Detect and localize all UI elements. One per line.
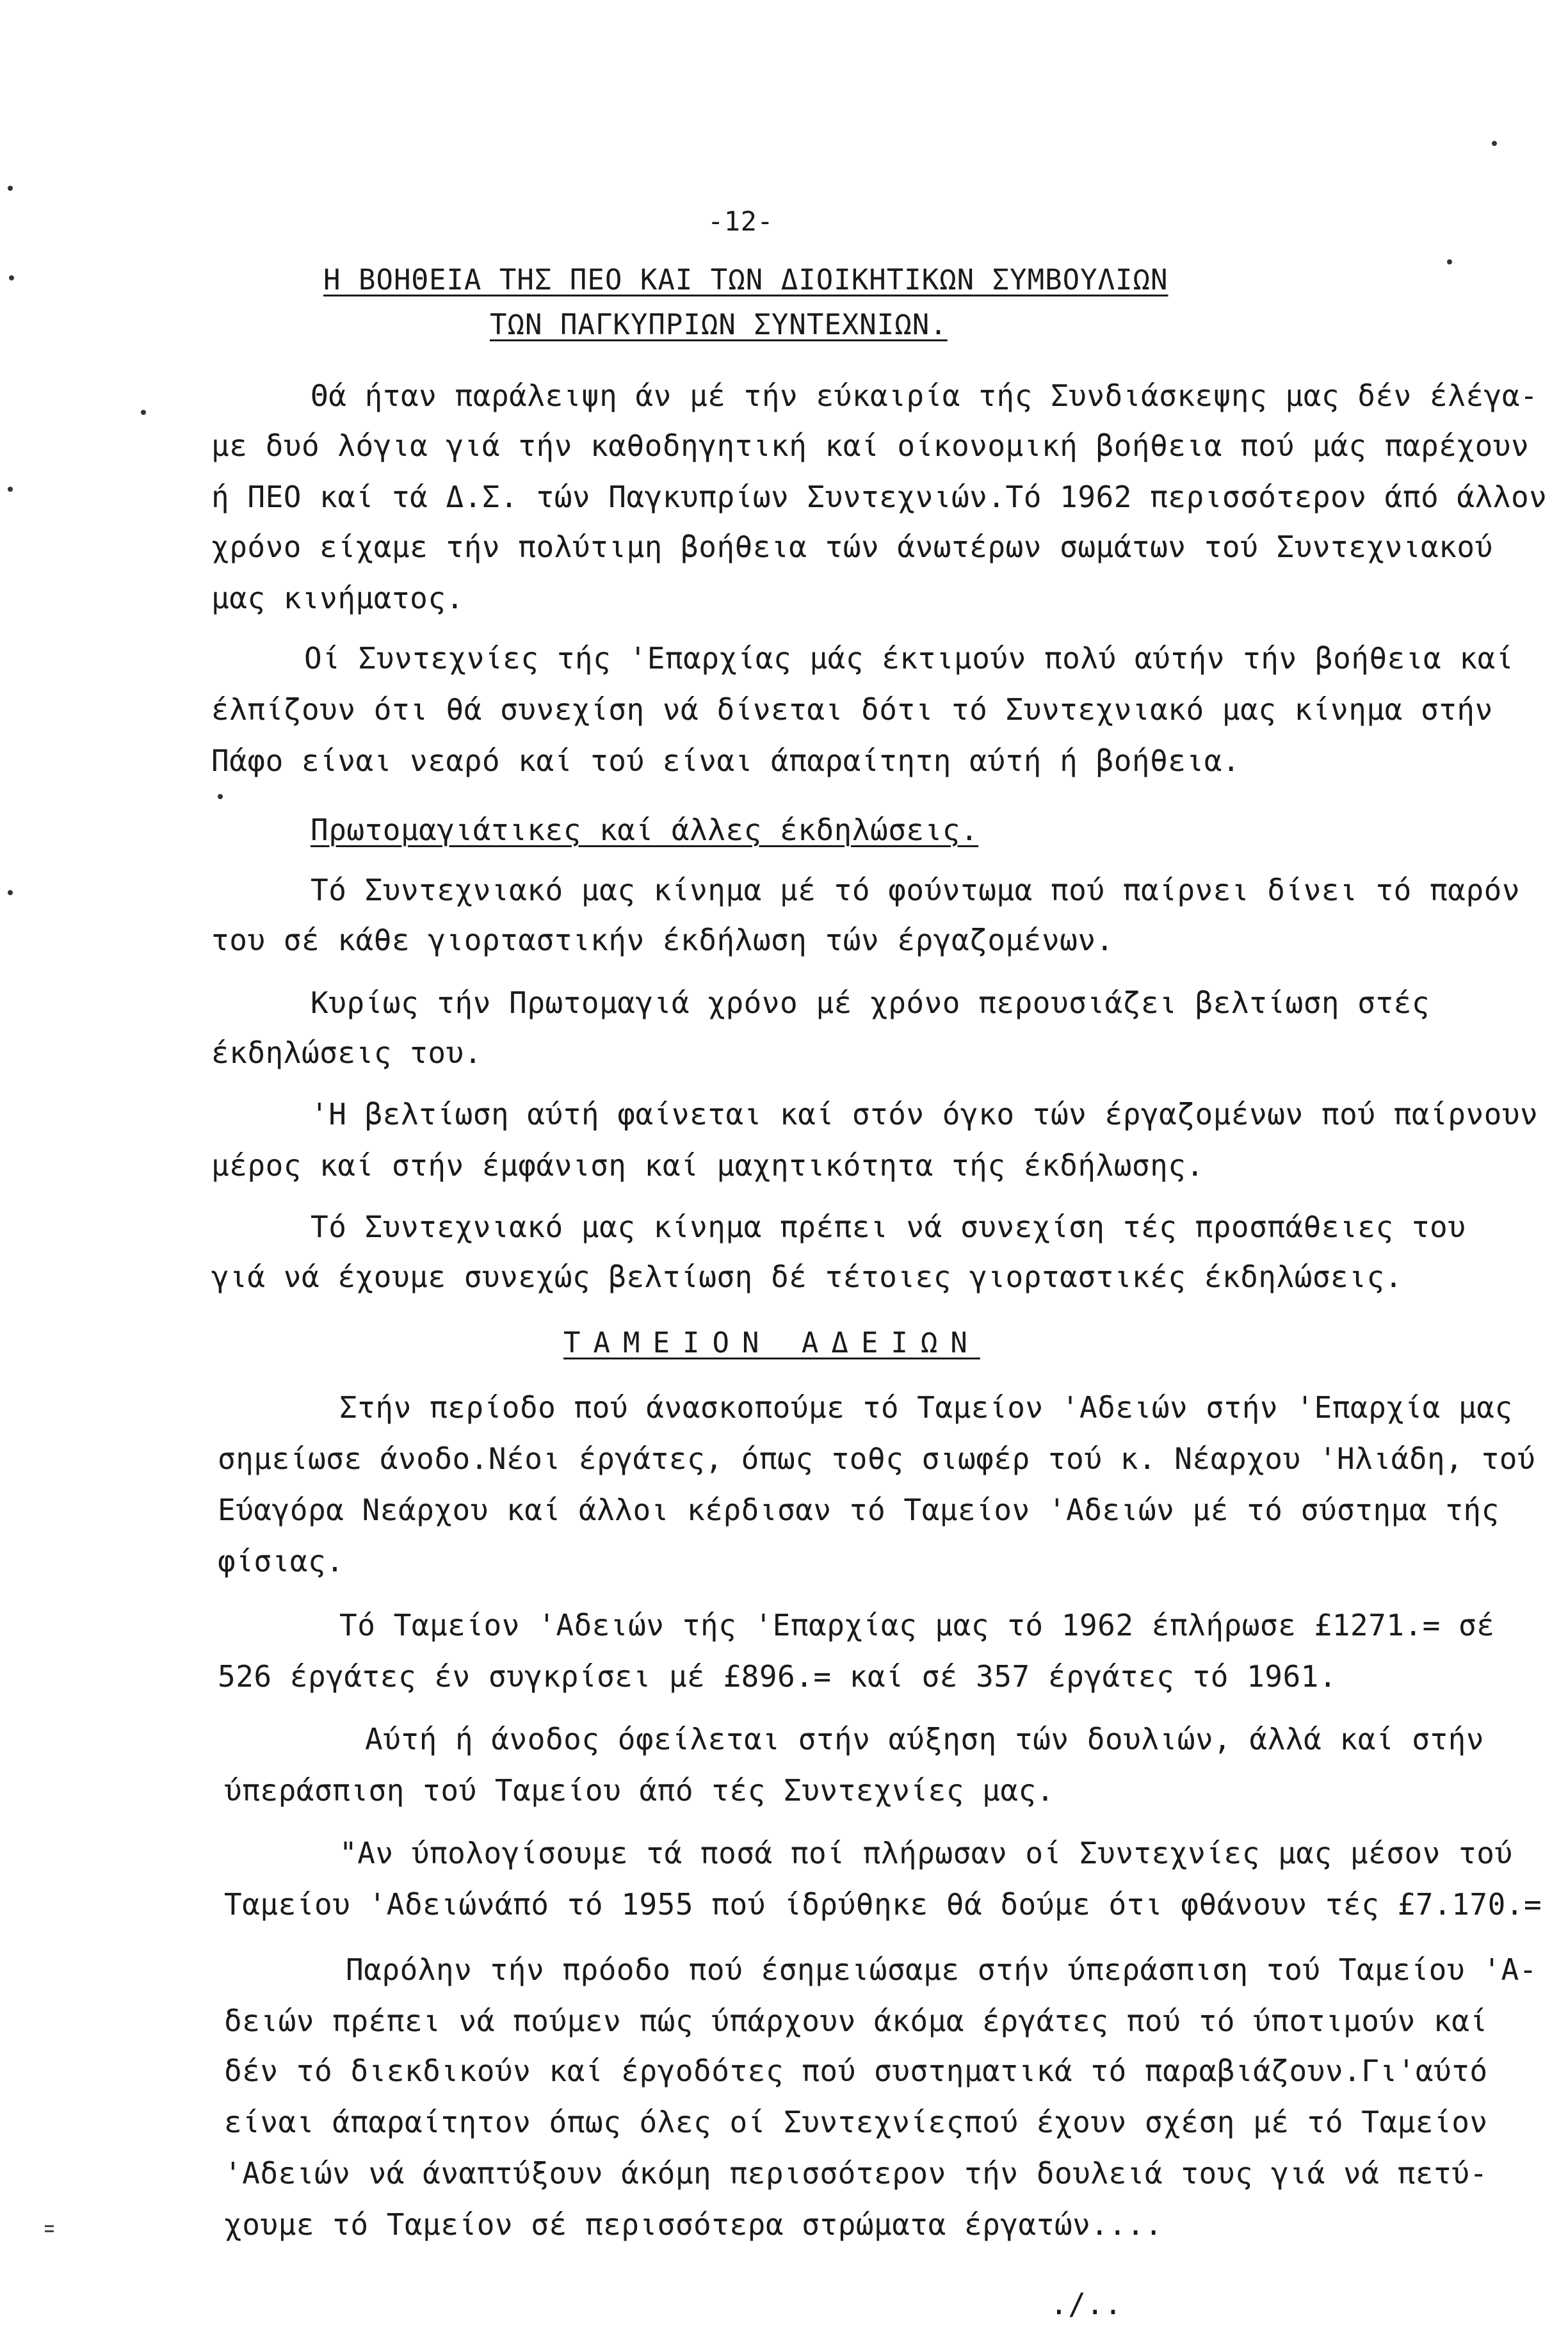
para11-line: είναι άπαραίτητον όπως όλες οί Συντεχνίεςπού έχουν σχέση μέ τό Ταμείον [224, 2105, 1488, 2139]
para7-line: Στήν περίοδο πού άνασκοπούμε τό Ταμείον 'Αδειών στήν 'Επαρχία μας [339, 1390, 1513, 1425]
para3-line: Τό Συντεχνιακό μας κίνημα μέ τό φούντωμα πού παίρνει δίνει τό παρόν [311, 873, 1521, 907]
scan-speck [1492, 141, 1497, 146]
document-title-line-1: Η ΒΟΗΘΕΙΑ ΤΗΣ ΠΕΟ ΚΑΙ ΤΩΝ ΔΙΟΙΚΗΤΙΚΩΝ ΣΥΜΒΟΥΛΙΩΝ [323, 264, 1168, 296]
para8-line: 526 έργάτες έν συγκρίσει μέ £896.= καί σέ 357 έργάτες τό 1961. [218, 1659, 1338, 1694]
para1-line: Θά ήταν παράλειψη άν μέ τήν εύκαιρία τής Συνδιάσκεψης μας δέν έλέγα- [311, 378, 1539, 413]
para6-line: Τό Συντεχνιακό μας κίνημα πρέπει νά συνεχίση τές προσπάθειες του [311, 1210, 1466, 1244]
scan-speck [1447, 259, 1452, 264]
para3-line: του σέ κάθε γιορταστικήν έκδήλωση τών έργαζομένων. [211, 923, 1114, 957]
scan-speck [45, 2230, 54, 2232]
para11-line: δέν τό διεκδικούν καί έργοδότες πού συστηματικά τό παραβιάζουν.Γι'αύτό [224, 2054, 1488, 2088]
para5-line: μέρος καί στήν έμφάνιση καί μαχητικότητα τής έκδήλωσης. [211, 1148, 1204, 1183]
subheading-mayday: Πρωτομαγιάτικες καί άλλες έκδηλώσεις. [311, 813, 979, 847]
para11-line: 'Αδειών νά άναπτύξουν άκόμη περισσότερον τήν δουλειά τους γιά νά πετύ- [224, 2156, 1488, 2191]
para1-line: χρόνο είχαμε τήν πολύτιμη βοήθεια τών άνωτέρων σωμάτων τού Συντεχνιακού [211, 530, 1493, 564]
para6-line: γιά νά έχουμε συνεχώς βελτίωση δέ τέτοιες γιορταστικές έκδηλώσεις. [211, 1260, 1403, 1294]
para11-line: Παρόλην τήν πρόοδο πού έσημειώσαμε στήν ύπεράσπιση τού Ταμείου 'Α- [346, 1952, 1537, 1987]
para9-line: ύπεράσπιση τού Ταμείου άπό τές Συντεχνίες μας. [224, 1773, 1055, 1808]
para1-line: με δυό λόγια γιά τήν καθοδηγητική καί οίκονομική βοήθεια πού μάς παρέχουν [211, 428, 1530, 463]
scan-speck [45, 2225, 54, 2227]
para10-line: "Αν ύπολογίσουμε τά ποσά ποί πλήρωσαν οί Συντεχνίες μας μέσον τού [339, 1836, 1513, 1870]
para10-line: Ταμείου 'Αδειώνάπό τό 1955 πού ίδρύθηκε θά δούμε ότι φθάνουν τές £7.170.= [224, 1887, 1542, 1922]
para1-line: ή ΠΕΟ καί τά Δ.Σ. τών Παγκυπρίων Συντεχνιών.Τό 1962 περισσότερον άπό άλλον [211, 480, 1548, 514]
para8-line: Τό Ταμείον 'Αδειών τής 'Επαρχίας μας τό 1962 έπλήρωσε £1271.= σέ [339, 1608, 1495, 1642]
para11-line: χουμε τό Ταμείον σέ περισσότερα στρώματα έργατών.... [224, 2207, 1163, 2242]
para7-line: σημείωσε άνοδο.Νέοι έργάτες, όπως τοθς σιωφέρ τού κ. Νέαρχου 'Ηλιάδη, τού [218, 1441, 1536, 1476]
para2-line: Οί Συντεχνίες τής 'Επαρχίας μάς έκτιμούν πολύ αύτήν τήν βοήθεια καί [304, 641, 1514, 676]
document-title-line-2: ΤΩΝ ΠΑΓΚΥΠΡΙΩΝ ΣΥΝΤΕΧΝΙΩΝ. [490, 309, 948, 341]
scan-speck [218, 794, 223, 799]
scan-speck [9, 275, 14, 280]
page-number: -12- [707, 206, 774, 237]
scan-speck [8, 186, 13, 191]
subheading-leave-fund: ΤΑΜΕΙΟΝ ΑΔΕΙΩΝ [563, 1327, 980, 1359]
para4-line: έκδηλώσεις του. [211, 1035, 482, 1070]
para7-line: Εύαγόρα Νεάρχου καί άλλοι κέρδισαν τό Ταμείον 'Αδειών μέ τό σύστημα τής [218, 1493, 1499, 1527]
para4-line: Κυρίως τήν Πρωτομαγιά χρόνο μέ χρόνο περουσιάζει βελτίωση στές [311, 985, 1430, 1020]
para7-line: φίσιας. [218, 1544, 344, 1578]
para1-line: μας κινήματος. [211, 581, 464, 615]
scan-speck [8, 487, 13, 492]
para2-line: Πάφο είναι νεαρό καί τού είναι άπαραίτητη αύτή ή βοήθεια. [211, 743, 1241, 778]
para5-line: 'Η βελτίωση αύτή φαίνεται καί στόν όγκο τών έργαζομένων πού παίρνουν [311, 1097, 1539, 1131]
para11-line: δειών πρέπει νά πούμεν πώς ύπάρχουν άκόμα έργάτες πού τό ύποτιμούν καί [224, 2004, 1488, 2038]
para9-line: Αύτή ή άνοδος όφείλεται στήν αύξηση τών δουλιών, άλλά καί στήν [365, 1722, 1485, 1756]
continuation-mark: ./.. [1050, 2287, 1122, 2321]
para2-line: έλπίζουν ότι θά συνεχίση νά δίνεται δότι τό Συντεχνιακό μας κίνημα στήν [211, 692, 1493, 727]
scan-speck [8, 890, 13, 895]
scan-speck [141, 410, 146, 415]
